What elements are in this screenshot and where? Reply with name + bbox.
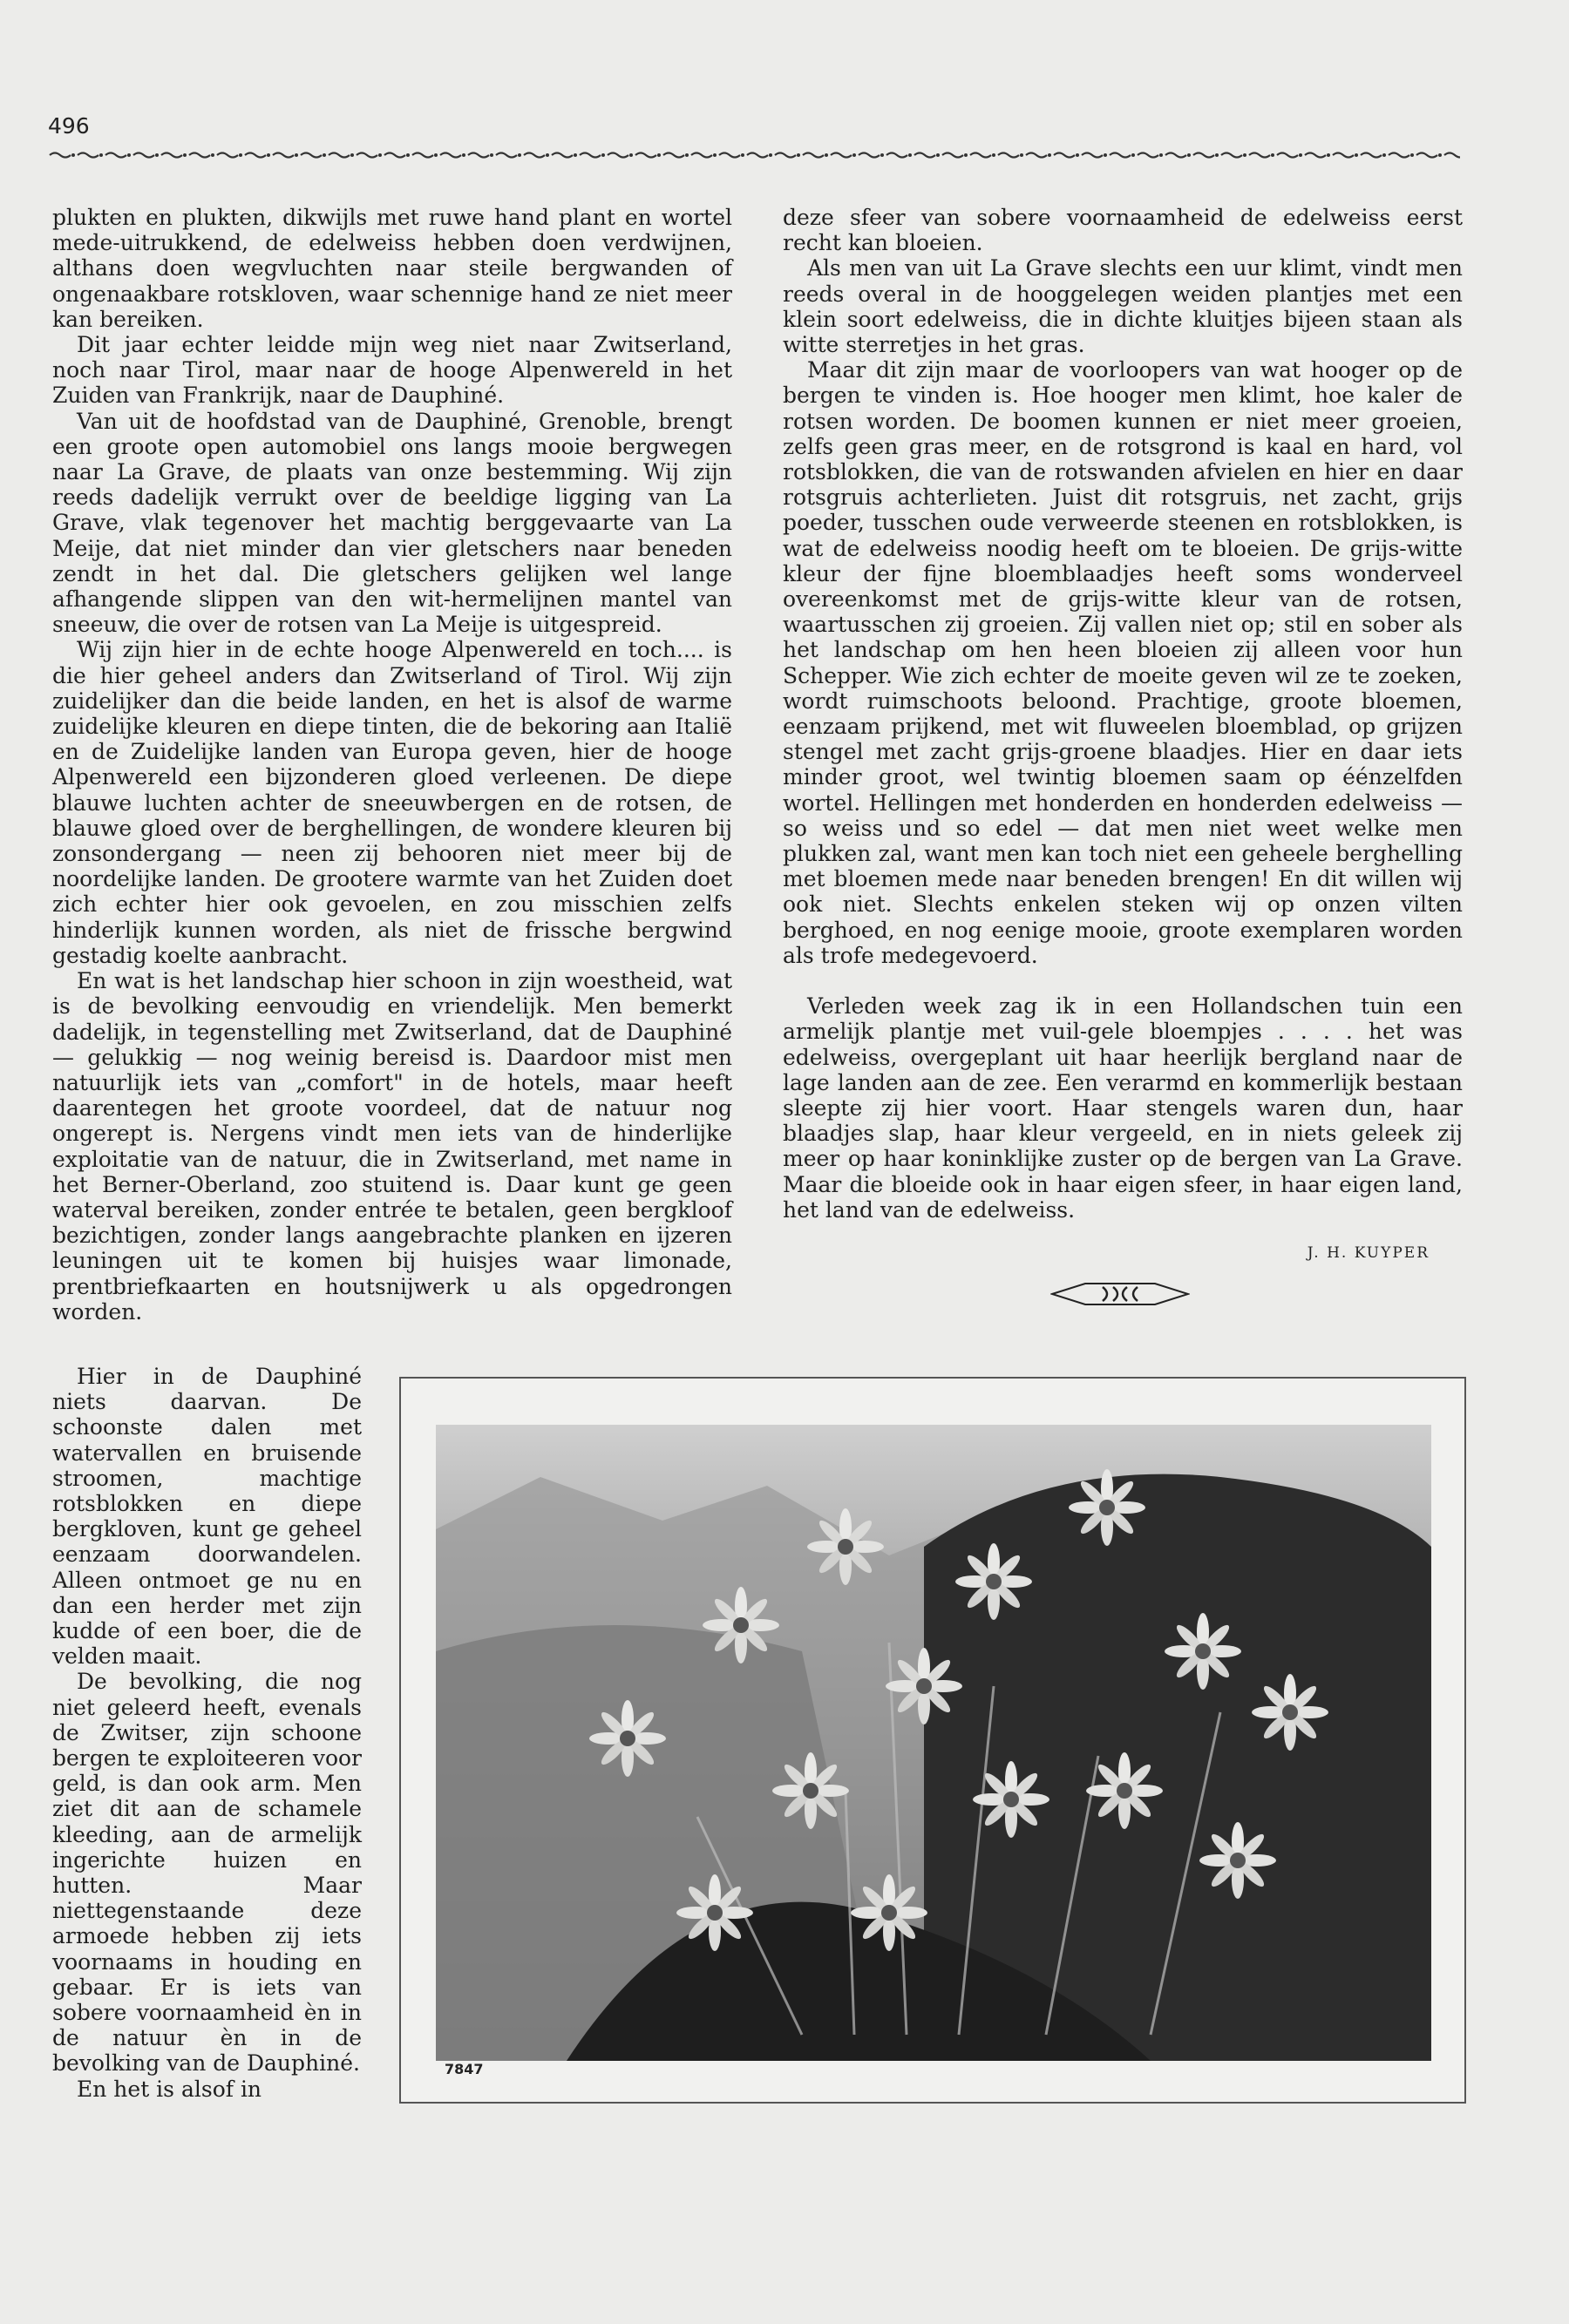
divider-ornament — [1050, 1277, 1190, 1311]
ornamental-rule — [48, 150, 1460, 160]
paragraph: plukten en plukten, dikwijls met ruwe hand plant en wortel mede-uitrukkend, de edelweiss hebben doen verdwijnen, althans doen wegvluchten naar steile bergwanden of ongenaakbare rotskloven, waar schennige hand ze niet meer kan bereiken. — [52, 205, 732, 332]
author-signature: J. H. KUYPER — [1307, 1244, 1430, 1262]
paragraph: En wat is het landschap hier schoon in zijn woestheid, wat is de bevolking eenvoudig en vriendelijk. Men bemerkt dadelijk, in tegenstelling met Zwitserland, dat de Dauphiné — gelukkig — nog weinig bereisd is. Daardoor mist men natuurlijk iets van „comfort" in de hotels, maar heeft daarentegen het groote voordeel, dat de natuur nog ongerept is. Nergens vindt men iets van de hinderlijke exploitatie van de natuur, die in Zwitserland, met name in het Berner-Oberland, zoo stuitend is. Daar kunt ge geen waterval bereiken, zonder entrée te betalen, geen bergkloof bezichtigen, zonder langs aangebrachte planken en ijzeren leuningen uit te komen bij huisjes waar limonade, prentbriefkaarten en houtsnijwerk u als opgedrongen worden. — [52, 968, 732, 1325]
page-number: 496 — [48, 113, 90, 139]
paragraph: deze sfeer van sobere voornaamheid de edelweiss eerst recht kan bloeien. — [783, 205, 1463, 256]
right-column — [783, 205, 1463, 1223]
paragraph: Verleden week zag ik in een Hollandschen tuin een armelijk plantje met vuil-gele bloempjes . . . . het was edelweiss, overgeplant uit haar heerlijk bergland naar de lage landen aan de zee. Een verarmd en kommerlijk bestaan sleepte zij hier voort. Haar stengels waren dun, haar blaadjes slap, haar kleur vergeeld, en in niets geleek zij meer op haar koninklijke zuster op de bergen van La Grave. Maar die bloeide ook in haar eigen sfeer, in haar eigen land, het land van de edelweiss. — [783, 993, 1463, 1223]
paragraph: Hier in de Dauphiné niets daarvan. De schoonste dalen met watervallen en bruisende stroomen, machtige rotsblokken en diepe bergkloven, kunt ge geheel eenzaam doorwandelen. Alleen ontmoet ge nu en dan een herder met zijn kudde of een boer, die de velden maait. — [52, 1364, 362, 1670]
photo-number: 7847 — [445, 2061, 484, 2077]
paragraph: Maar dit zijn maar de voorloopers van wat hooger op de bergen te vinden is. Hoe hooger men klimt, hoe kaler de rotsen worden. De boomen kunnen er niet meer groeien, zelfs geen gras meer, en de rotsgrond is kaal en hard, vol rotsblokken, die van de rotswanden afvielen en hier en daar rotsgruis achterlieten. Juist dit rotsgruis, net zacht, grijs poeder, tusschen oude verweerde steenen en rotsblokken, is wat de edelweiss noodig heeft om te bloeien. De grijs-witte kleur der fijne bloemblaadjes heeft soms wonderveel overeenkomst met de grijs-witte kleur van de rotsen, waartusschen zij groeien. Zij vallen niet op; stil en sober als het landschap om hen heen bloeien zij alleen voor hun Schepper. Wie zich echter de moeite geven wil ze te zoeken, wordt ruimschoots beloond. Prachtige, groote bloemen, eenzaam prijkend, met wit fluweelen bloemblad, op grijzen stengel met zacht grijs-groene blaadjes. Hier en daar iets minder groot, wel twintig bloemen saam op éénzelfden wortel. Hellingen met honderden en honderden edelweiss — so weiss und so edel — dat men niet weet welke men plukken zal, want men kan toch niet een geheele berghelling met bloemen mede naar beneden brengen! En dit willen wij ook niet. Slechts enkelen steken wij op onzen vilten berghoed, en nog eenige mooie, groote exemplaren worden als trofe medegevoerd. — [783, 357, 1463, 968]
paragraph: Wij zijn hier in de echte hooge Alpenwereld en toch.... is die hier geheel anders dan Zwitserland of Tirol. Wij zijn zuidelijker dan die beide landen, en het is alsof de warme zuidelijke kleuren en diepe tinten, die de bekoring aan Italië en de Zuidelijke landen van Europa geven, hier de hooge Alpenwereld een bijzonderen gloed verleenen. De diepe blauwe luchten achter de sneeuwbergen en de rotsen, de blauwe gloed over de berghellingen, de wondere kleuren bij zonsondergang — neen zij behooren niet meer bij de noordelijke landen. De grootere warmte van het Zuiden doet zich echter hier ook gevoelen, en zou misschien zelfs hinderlijk kunnen worden, als niet de frissche bergwind gestadig koelte aanbracht. — [52, 637, 732, 968]
paragraph: Als men van uit La Grave slechts een uur klimt, vindt men reeds overal in de hooggelegen weiden plantjes met een klein soort edelweiss, die in dichte kluitjes bijeen staan als witte sterretjes in het gras. — [783, 255, 1463, 358]
paragraph: De bevolking, die nog niet geleerd heeft, evenals de Zwitser, zijn schoone bergen te exploiteeren voor geld, is dan ook arm. Men ziet dit aan de schamele kleeding, aan de armelijk ingerichte huizen en hutten. Maar niettegenstaande deze armoede hebben zij iets voornaams in houding en gebaar. Er is iets van sobere voornaamheid èn in de natuur èn in de bevolking van de Dauphiné. — [52, 1669, 362, 2077]
paragraph: Van uit de hoofdstad van de Dauphiné, Grenoble, brengt een groote open automobiel ons langs mooie bergwegen naar La Grave, de plaats van onze bestemming. Wij zijn reeds dadelijk verrukt over de beeldige ligging van La Grave, vlak tegenover het machtig berggevaarte van La Meije, dat niet minder dan vier gletschers naar beneden zendt in het dal. Die gletschers gelijken wel lange afhangende slippen van den wit-hermelijnen mantel van sneeuw, die over de rotsen van La Meije is uitgespreid. — [52, 408, 732, 638]
paragraph: Dit jaar echter leidde mijn weg niet naar Zwitserland, noch naar Tirol, maar naar de hooge Alpenwereld in het Zuiden van Frankrijk, naar de Dauphiné. — [52, 332, 732, 409]
narrow-column — [52, 1364, 362, 2102]
edelweiss-photo — [436, 1425, 1431, 2061]
left-column — [52, 205, 732, 1325]
paragraph: En het is alsof in — [77, 2076, 262, 2102]
